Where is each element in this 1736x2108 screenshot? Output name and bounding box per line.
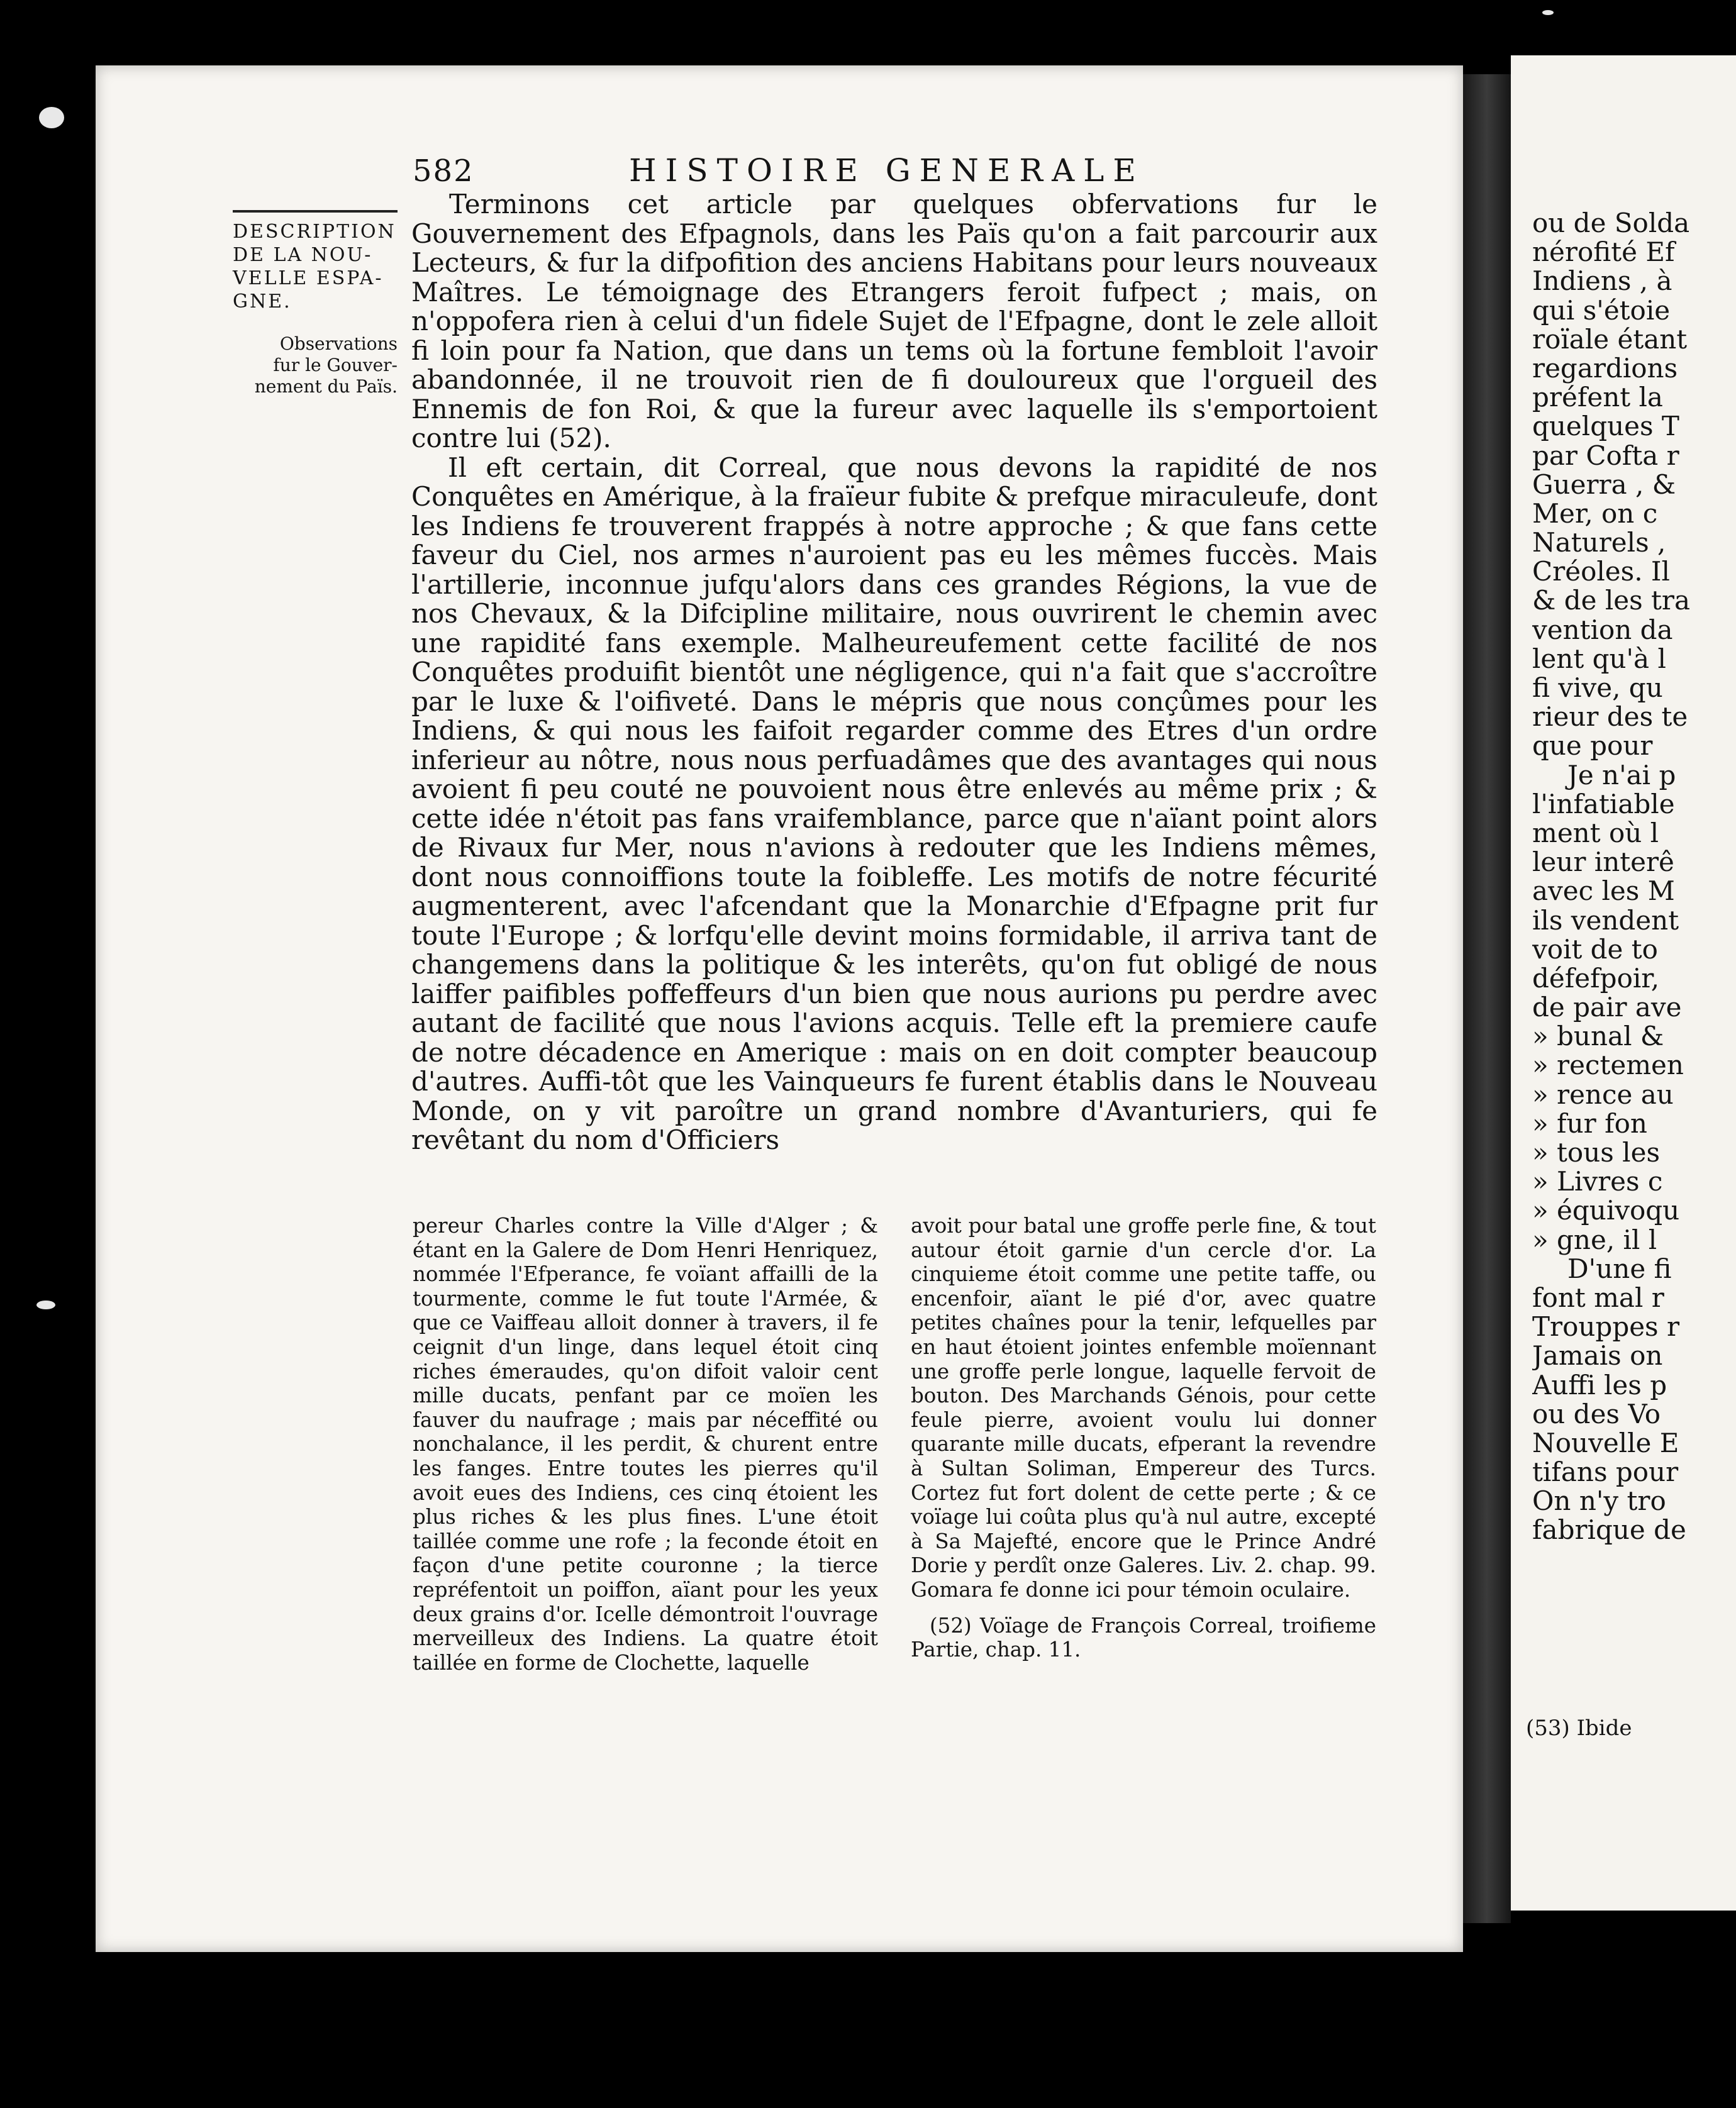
right-page-line: » gne, il l bbox=[1532, 1224, 1657, 1255]
margin-heading-line: DE LA NOU- bbox=[233, 244, 373, 266]
right-page-line: tifans pour bbox=[1532, 1456, 1679, 1488]
right-page-line: Trouppes r bbox=[1532, 1311, 1680, 1343]
right-page-line: Indiens , à bbox=[1532, 265, 1672, 297]
right-page-line: » bunal & bbox=[1532, 1021, 1664, 1052]
right-page-line: l'infatiable bbox=[1532, 788, 1675, 819]
right-page-line: roïale étant bbox=[1532, 323, 1688, 355]
right-page-line: nérofité Ef bbox=[1532, 236, 1675, 268]
right-page-line: par Cofta r bbox=[1532, 440, 1679, 471]
right-page-line: qui s'étoie bbox=[1532, 294, 1671, 326]
right-page-line: » rectemen bbox=[1532, 1050, 1684, 1081]
page-number: 582 bbox=[413, 153, 474, 189]
footnote-column-right bbox=[911, 1214, 1376, 1662]
right-page-line: » équivoqu bbox=[1532, 1195, 1680, 1226]
right-page-line: Je n'ai p bbox=[1567, 759, 1676, 790]
right-page-line: Naturels , bbox=[1532, 527, 1666, 558]
right-page-line: quelques T bbox=[1532, 411, 1679, 442]
margin-note-line: Observations bbox=[279, 333, 398, 354]
footnote-column-left bbox=[413, 1214, 878, 1675]
right-page-line: Mer, on c bbox=[1532, 497, 1658, 529]
margin-note-line: nement du Païs. bbox=[254, 376, 398, 397]
right-page-line: » tous les bbox=[1532, 1137, 1661, 1168]
right-page-line: Guerra , & bbox=[1532, 469, 1676, 500]
right-page-line: font mal r bbox=[1532, 1282, 1664, 1313]
footnote-text: avoit pour batal une groffe perle fine, & tout autour étoit garnie d'un cercle d'or. La cinquieme étoit comme une petite taffe, ou encenfoir, aïant le pié d'or, avec quatre petites chaînes pour la tenir, lefquelles par en haut étoient jointes enfemble moïennant une groffe perle longue, laquelle fervoit de bouton. Des Marchands Génois, pour cette feule pierre, avoient voulu lui donner quarante mille ducats, efperant la revendre à Sultan Soliman, Empereur des Turcs. Cortez fut fort dolent de cette perte ; & ce voïage lui coûta plus qu'à nul autre, excepté à Sa Majefté, encore que le Prince André Dorie y perdît onze Galeres. Liv. 2. chap. 99. Gomara fe donne ici pour témoin oculaire. bbox=[911, 1214, 1376, 1602]
right-page-line: & de les tra bbox=[1532, 585, 1691, 616]
main-text bbox=[411, 190, 1377, 1155]
right-page-line: Créoles. Il bbox=[1532, 556, 1670, 587]
margin-heading-line: DESCRIPTION bbox=[233, 221, 396, 243]
right-page-line: ou de Solda bbox=[1532, 209, 1690, 238]
right-page-line: ils vendent bbox=[1532, 904, 1679, 936]
running-title: HISTOIRE GENERALE bbox=[629, 152, 1145, 189]
right-page-line: D'une fi bbox=[1567, 1253, 1672, 1284]
margin-heading bbox=[233, 220, 404, 313]
book-gutter bbox=[1463, 74, 1511, 1923]
dust-speck bbox=[1542, 10, 1554, 15]
margin-heading-line: VELLE ESPA- bbox=[233, 267, 384, 289]
paragraph: Il eft certain, dit Correal, que nous devons la rapidité de nos Conquêtes en Amérique, à la fraïeur fubite & prefque miraculeufe, dont les Indiens fe trouverent frappés à notre approche ; & que fans cette faveur du Ciel, nos armes n'auroient pas eu les mêmes fuccès. Mais l'artillerie, inconnue jufqu'alors dans ces grandes Régions, la vue de nos Chevaux, & la Difcipline militaire, nous ouvrirent le chemin avec une rapidité fans exemple. Malheureufement cette facilité de nos Conquêtes produifit bientôt une négligence, qui n'a fait que s'accroître par le luxe & l'oifiveté. Dans le mépris que nous conçûmes pour les Indiens, & qui nous les faifoit regarder comme des Etres d'un ordre inferieur au nôtre, nous nous perfuadâmes que des avantages qui nous avoient fi peu couté ne pouvoient nous être enlevés au même prix ; & cette idée n'étoit pas fans vraifemblance, parce que n'aïant point alors de Rivaux fur Mer, nous n'avions à redouter que les Indiens mêmes, dont nous connoiffions toute la foibleffe. Les motifs de notre fécurité augmenterent, avec l'afcendant que la Monarchie d'Efpagne prit fur toute l'Europe ; & lorfqu'elle devint moins formidable, il arriva tant de changemens dans la politique & les interêts, qu'on fut obligé de nous laiffer paifibles poffeffeurs d'un bien que nous aurions pu perdre avec autant de facilité que nous l'avions acquis. Telle eft la premiere caufe de notre décadence en Amerique : mais on en doit compter beaucoup d'autres. Auffi-tôt que les Vainqueurs fe furent établis dans le Nouveau Monde, on y vit paroître un grand nombre d'Avanturiers, qui fe revêtant du nom d'Officiers bbox=[411, 452, 1377, 1155]
right-page-line: Auffi les p bbox=[1532, 1369, 1667, 1401]
right-page-line: regardions bbox=[1532, 352, 1678, 384]
margin-heading-line: GNE. bbox=[233, 291, 292, 313]
footnote-text: pereur Charles contre la Ville d'Alger ; & étant en la Galere de Dom Henri Henriquez, nommée l'Efperance, fe voïant affailli de la tourmente, comme le fut toute l'Armée, & que ce Vaiffeau alloit donner à travers, il fe ceignit d'un linge, dans lequel étoit cinq riches émeraudes, qu'on difoit valoir cent mille ducats, penfant par ce moïen les fauver du naufrage ; mais par néceffité ou nonchalance, il les perdit, & churent entre les fanges. Entre toutes les pierres qu'il avoit eues des Indiens, ces cinq étoient les plus riches & les plus fines. L'une étoit taillée comme une rofe ; la feconde étoit en façon d'une petite couronne ; la tierce repréfentoit un poiffon, aïant pour les yeux deux grains d'or. Icelle démontroit l'ouvrage merveilleux des Indiens. La quatre étoit taillée en forme de Clochette, laquelle bbox=[413, 1214, 878, 1675]
right-page-line: voit de to bbox=[1532, 933, 1658, 965]
paragraph: Terminons cet article par quelques obfervations fur le Gouvernement des Efpagnols, dans les Païs qu'on a fait parcourir aux Lecteurs, & fur la difpofition des anciens Habitans pour leurs nouveaux Maîtres. Le témoignage des Etrangers feroit fufpect ; mais, on n'oppofera rien à celui d'un fidele Sujet de l'Efpagne, dont le zele alloit fi loin pour fa Nation, que dans un tems où la fortune fembloit l'avoir abandonnée, il ne trouvoit rien de fi douloureux que l'orgueil des Ennemis de fon Roi, & que la fureur avec laquelle ils s'emportoient contre lui (52). bbox=[411, 189, 1377, 453]
footnote-52: (52) Voïage de François Correal, troifieme Partie, chap. 11. bbox=[911, 1613, 1376, 1662]
right-page-line: fabrique de bbox=[1532, 1514, 1686, 1545]
right-page-line: » Livres c bbox=[1532, 1166, 1663, 1197]
right-page-line: Nouvelle E bbox=[1532, 1427, 1679, 1458]
margin-rule bbox=[233, 210, 398, 213]
right-page-line: ou des Vo bbox=[1532, 1398, 1661, 1429]
dust-speck bbox=[36, 1301, 55, 1309]
right-page-line: » rence au bbox=[1532, 1079, 1674, 1110]
margin-note bbox=[233, 333, 398, 397]
right-page-line: Jamais on bbox=[1532, 1340, 1663, 1372]
right-page-line: rieur des te bbox=[1532, 701, 1688, 733]
right-page-line: que pour bbox=[1532, 730, 1653, 762]
right-page-text bbox=[1532, 209, 1736, 1545]
right-page-line: ment où l bbox=[1532, 817, 1659, 848]
right-page-line: fi vive, qu bbox=[1532, 672, 1663, 703]
margin-note-line: fur le Gouver- bbox=[273, 355, 398, 375]
dust-speck bbox=[39, 107, 64, 128]
right-page-line: leur interê bbox=[1532, 846, 1674, 878]
right-page-line: préfent la bbox=[1532, 382, 1663, 413]
right-page-line: de pair ave bbox=[1532, 992, 1682, 1023]
right-page-line: lent qu'à l bbox=[1532, 643, 1666, 674]
right-page-line: » fur fon bbox=[1532, 1107, 1647, 1139]
right-page-footnote: (53) Ibide bbox=[1526, 1716, 1632, 1741]
right-page-line: défefpoir, bbox=[1532, 962, 1660, 994]
right-page-line: On n'y tro bbox=[1532, 1485, 1666, 1517]
right-page-line: vention da bbox=[1532, 614, 1673, 645]
right-page-line: avec les M bbox=[1532, 875, 1675, 907]
